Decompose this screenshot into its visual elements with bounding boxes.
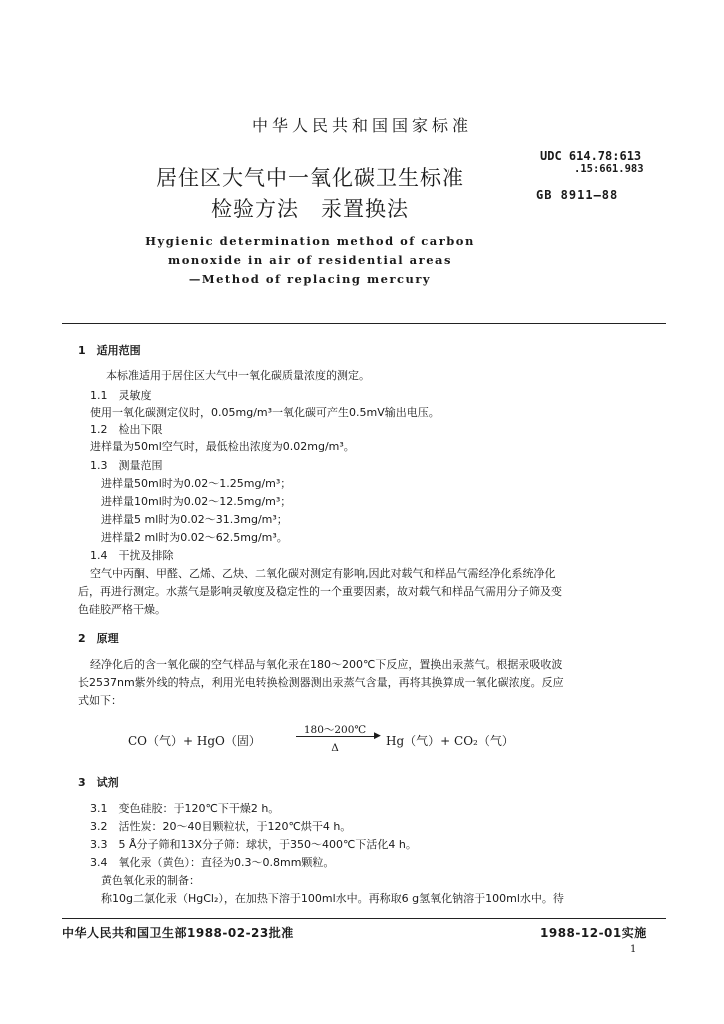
document-title-en (100, 232, 520, 289)
reagent-item: 3.3 5 Å分子筛和13X分子筛：球状，于350～400℃下活化4 h。 (90, 838, 417, 851)
document-title-cn-line2: 检验方法 汞置换法 (211, 197, 409, 221)
page-number: 1 (630, 944, 637, 955)
section-1-intro: 本标准适用于居住区大气中一氧化碳质量浓度的测定。 (106, 369, 370, 382)
reaction-arrow (296, 736, 376, 737)
national-standard-title: 中华人民共和国国家标准 (251, 116, 472, 135)
section-3-4-sub: 黄色氧化汞的制备： (101, 874, 200, 887)
section-1-4-line3: 色硅胶严格干燥。 (78, 603, 166, 616)
section-1-1-heading: 1.1 灵敏度 (90, 389, 152, 402)
range-item: 进样量50ml时为0.02～1.25mg/m³； (101, 477, 292, 490)
section-2-heading: 2 原理 (78, 632, 119, 645)
arrow-head-icon: ▶ (374, 731, 381, 741)
header-divider (62, 323, 666, 324)
section-3-4-text: 称10g二氯化汞（HgCl₂），在加热下溶于100ml水中。再称取6 g氢氧化钠溶于100ml水中。待 (101, 892, 564, 905)
section-1-3-heading: 1.3 测量范围 (90, 459, 163, 472)
section-1-2-text: 进样量为50ml空气时，最低检出浓度为0.02mg/m³。 (90, 440, 355, 453)
section-1-4-heading: 1.4 干扰及排除 (90, 549, 174, 562)
equation-condition-heat: Δ (331, 742, 339, 754)
gb-number: GB 8911—88 (536, 188, 619, 202)
approval-date: 中华人民共和国卫生部1988-02-23批准 (62, 926, 294, 940)
section-2-line3: 式如下： (78, 694, 122, 707)
section-1-2-heading: 1.2 检出下限 (90, 423, 163, 436)
section-2-line2: 长2537nm紫外线的特点，利用光电转换检测器测出汞蒸气含量，再将其换算成一氧化碳浓度。反应 (78, 676, 564, 689)
effective-date: 1988-12-01实施 (540, 926, 647, 940)
section-3-heading: 3 试剂 (78, 776, 119, 789)
section-2-line1: 经净化后的含一氧化碳的空气样品与氧化汞在180～200℃下反应，置换出汞蒸气。根据汞吸收波 (90, 658, 563, 671)
reagent-item: 3.2 活性炭：20～40目颗粒状，于120℃烘干4 h。 (90, 820, 352, 833)
reaction-equation (128, 722, 528, 758)
equation-condition-temperature: 180～200℃ (303, 724, 367, 736)
range-item: 进样量5 ml时为0.02～31.3mg/m³； (101, 513, 288, 526)
document-title-cn-line1: 居住区大气中一氧化碳卫生标准 (156, 166, 464, 190)
udc-line1: UDC 614.78:613 (540, 149, 642, 163)
footer-divider (62, 918, 666, 919)
reagent-item: 3.4 氧化汞（黄色）：直径为0.3～0.8mm颗粒。 (90, 856, 335, 869)
section-1-heading: 1 适用范围 (78, 344, 141, 357)
equation-lhs: CO（气）+ HgO（固） (128, 734, 261, 748)
en-title-line1: Hygienic determination method of carbon (145, 234, 475, 248)
udc-line2: .15:661.983 (574, 163, 644, 175)
range-item: 进样量2 ml时为0.02～62.5mg/m³。 (101, 531, 288, 544)
section-1-4-line1: 空气中丙酮、甲醛、乙烯、乙炔、二氧化碳对测定有影响,因此对载气和样品气需经净化系统净化 (90, 567, 556, 580)
en-title-line2: monoxide in air of residential areas (168, 253, 452, 267)
udc-code (540, 150, 644, 176)
section-1-1-text: 使用一氧化碳测定仪时，0.05mg/m³一氧化碳可产生0.5mV输出电压。 (90, 406, 440, 419)
reagent-item: 3.1 变色硅胶：于120℃下干燥2 h。 (90, 802, 280, 815)
range-item: 进样量10ml时为0.02～12.5mg/m³； (101, 495, 292, 508)
section-1-4-line2: 后，再进行测定。水蒸气是影响灵敏度及稳定性的一个重要因素，故对载气和样品气需用分子筛及变 (78, 585, 562, 598)
equation-rhs: Hg（气）+ CO₂（气） (386, 734, 514, 748)
en-title-line3: —Method of replacing mercury (188, 272, 432, 286)
